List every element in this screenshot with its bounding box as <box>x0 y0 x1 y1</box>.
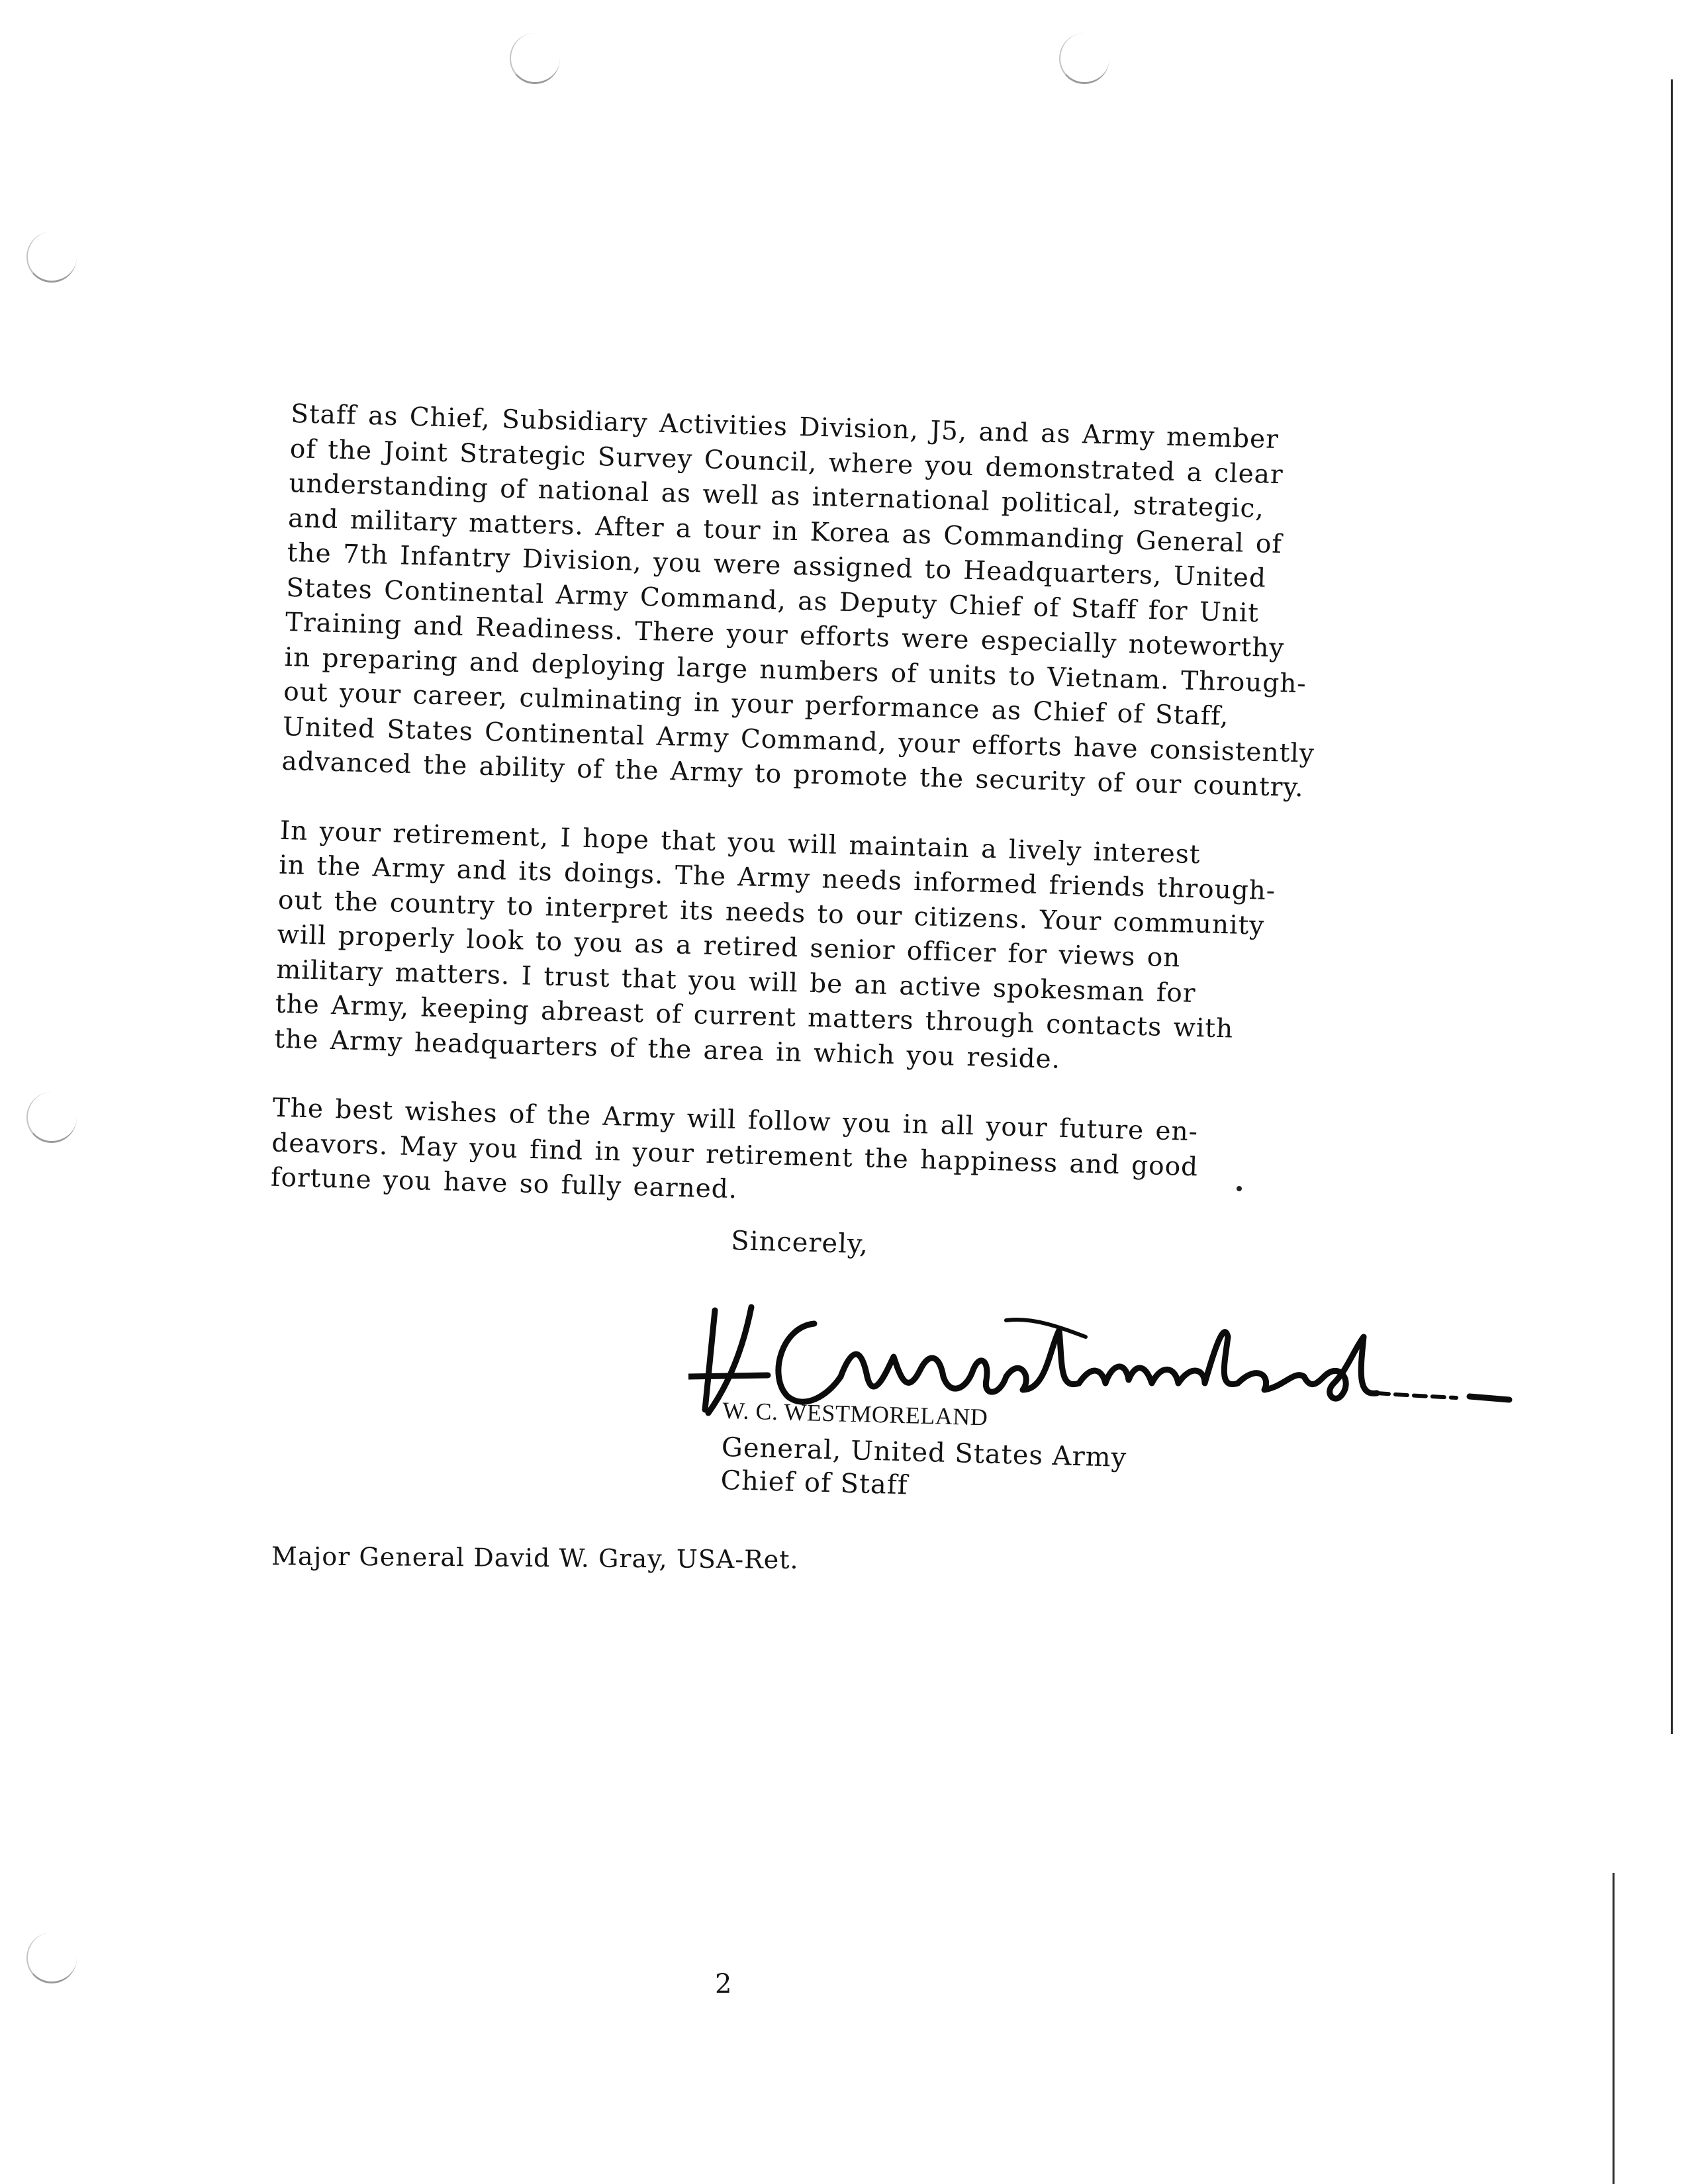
closing: Sincerely, <box>730 1226 869 1260</box>
punch-hole-top-right <box>1059 33 1109 84</box>
signature-block <box>720 1396 1128 1508</box>
signer-name: W. C. WESTMORELAND <box>722 1396 988 1431</box>
punch-hole-top-left <box>510 33 560 84</box>
paragraph-2: In your retirement, I hope that you will maintain a lively interest in the Army and its doings. The Army needs informed friends through- out the country to interpret its needs to our citizens. Your community will properly look to you as a retired senior officer for views on military matters. I trust that you will be an active spokesman for the Army, keeping abreast of current matters through contacts with the Army headquarters of the area in which you reside. <box>274 815 1276 1075</box>
paragraph-3: The best wishes of the Army will follow you in all your future en- deavors. May you find in your retirement the happiness and good fortune you have so fully earned. <box>270 1093 1199 1205</box>
punch-hole-side-3 <box>26 1933 77 1983</box>
page-number: 2 <box>715 1969 732 1999</box>
punch-hole-side-2 <box>26 1092 77 1143</box>
recipient: Major General David W. Gray, USA-Ret. <box>271 1541 799 1574</box>
signer-position: Chief of Staff <box>720 1465 909 1501</box>
letter-body <box>269 397 1509 1261</box>
punch-hole-side-1 <box>26 232 77 283</box>
page-edge-line <box>1671 79 1673 1734</box>
page-edge-line-lower <box>1613 1873 1615 2184</box>
ink-dot <box>1237 1186 1242 1191</box>
signer-title: General, United States Army <box>721 1432 1127 1473</box>
paragraph-1: Staff as Chief, Subsidiary Activities Division, J5, and as Army member of the Joint Strategic Survey Council, where you demonstrated a clear understanding of national as well as international political, strategic, and military matters. After a tour in Korea as Commanding General of the 7th Infantry Division, you were assigned to Headquarters, United States Continental Army Command, as Deputy Chief of Staff for Unit Training and Readiness. There your efforts were especially noteworthy in preparing and deploying large numbers of units to Vietnam. Through- out your career, culminating in your performance as Chief of Staff, United States Continental Army Command, your efforts have consistently advanced the ability of the Army to promote the security of our country. <box>281 398 1315 803</box>
